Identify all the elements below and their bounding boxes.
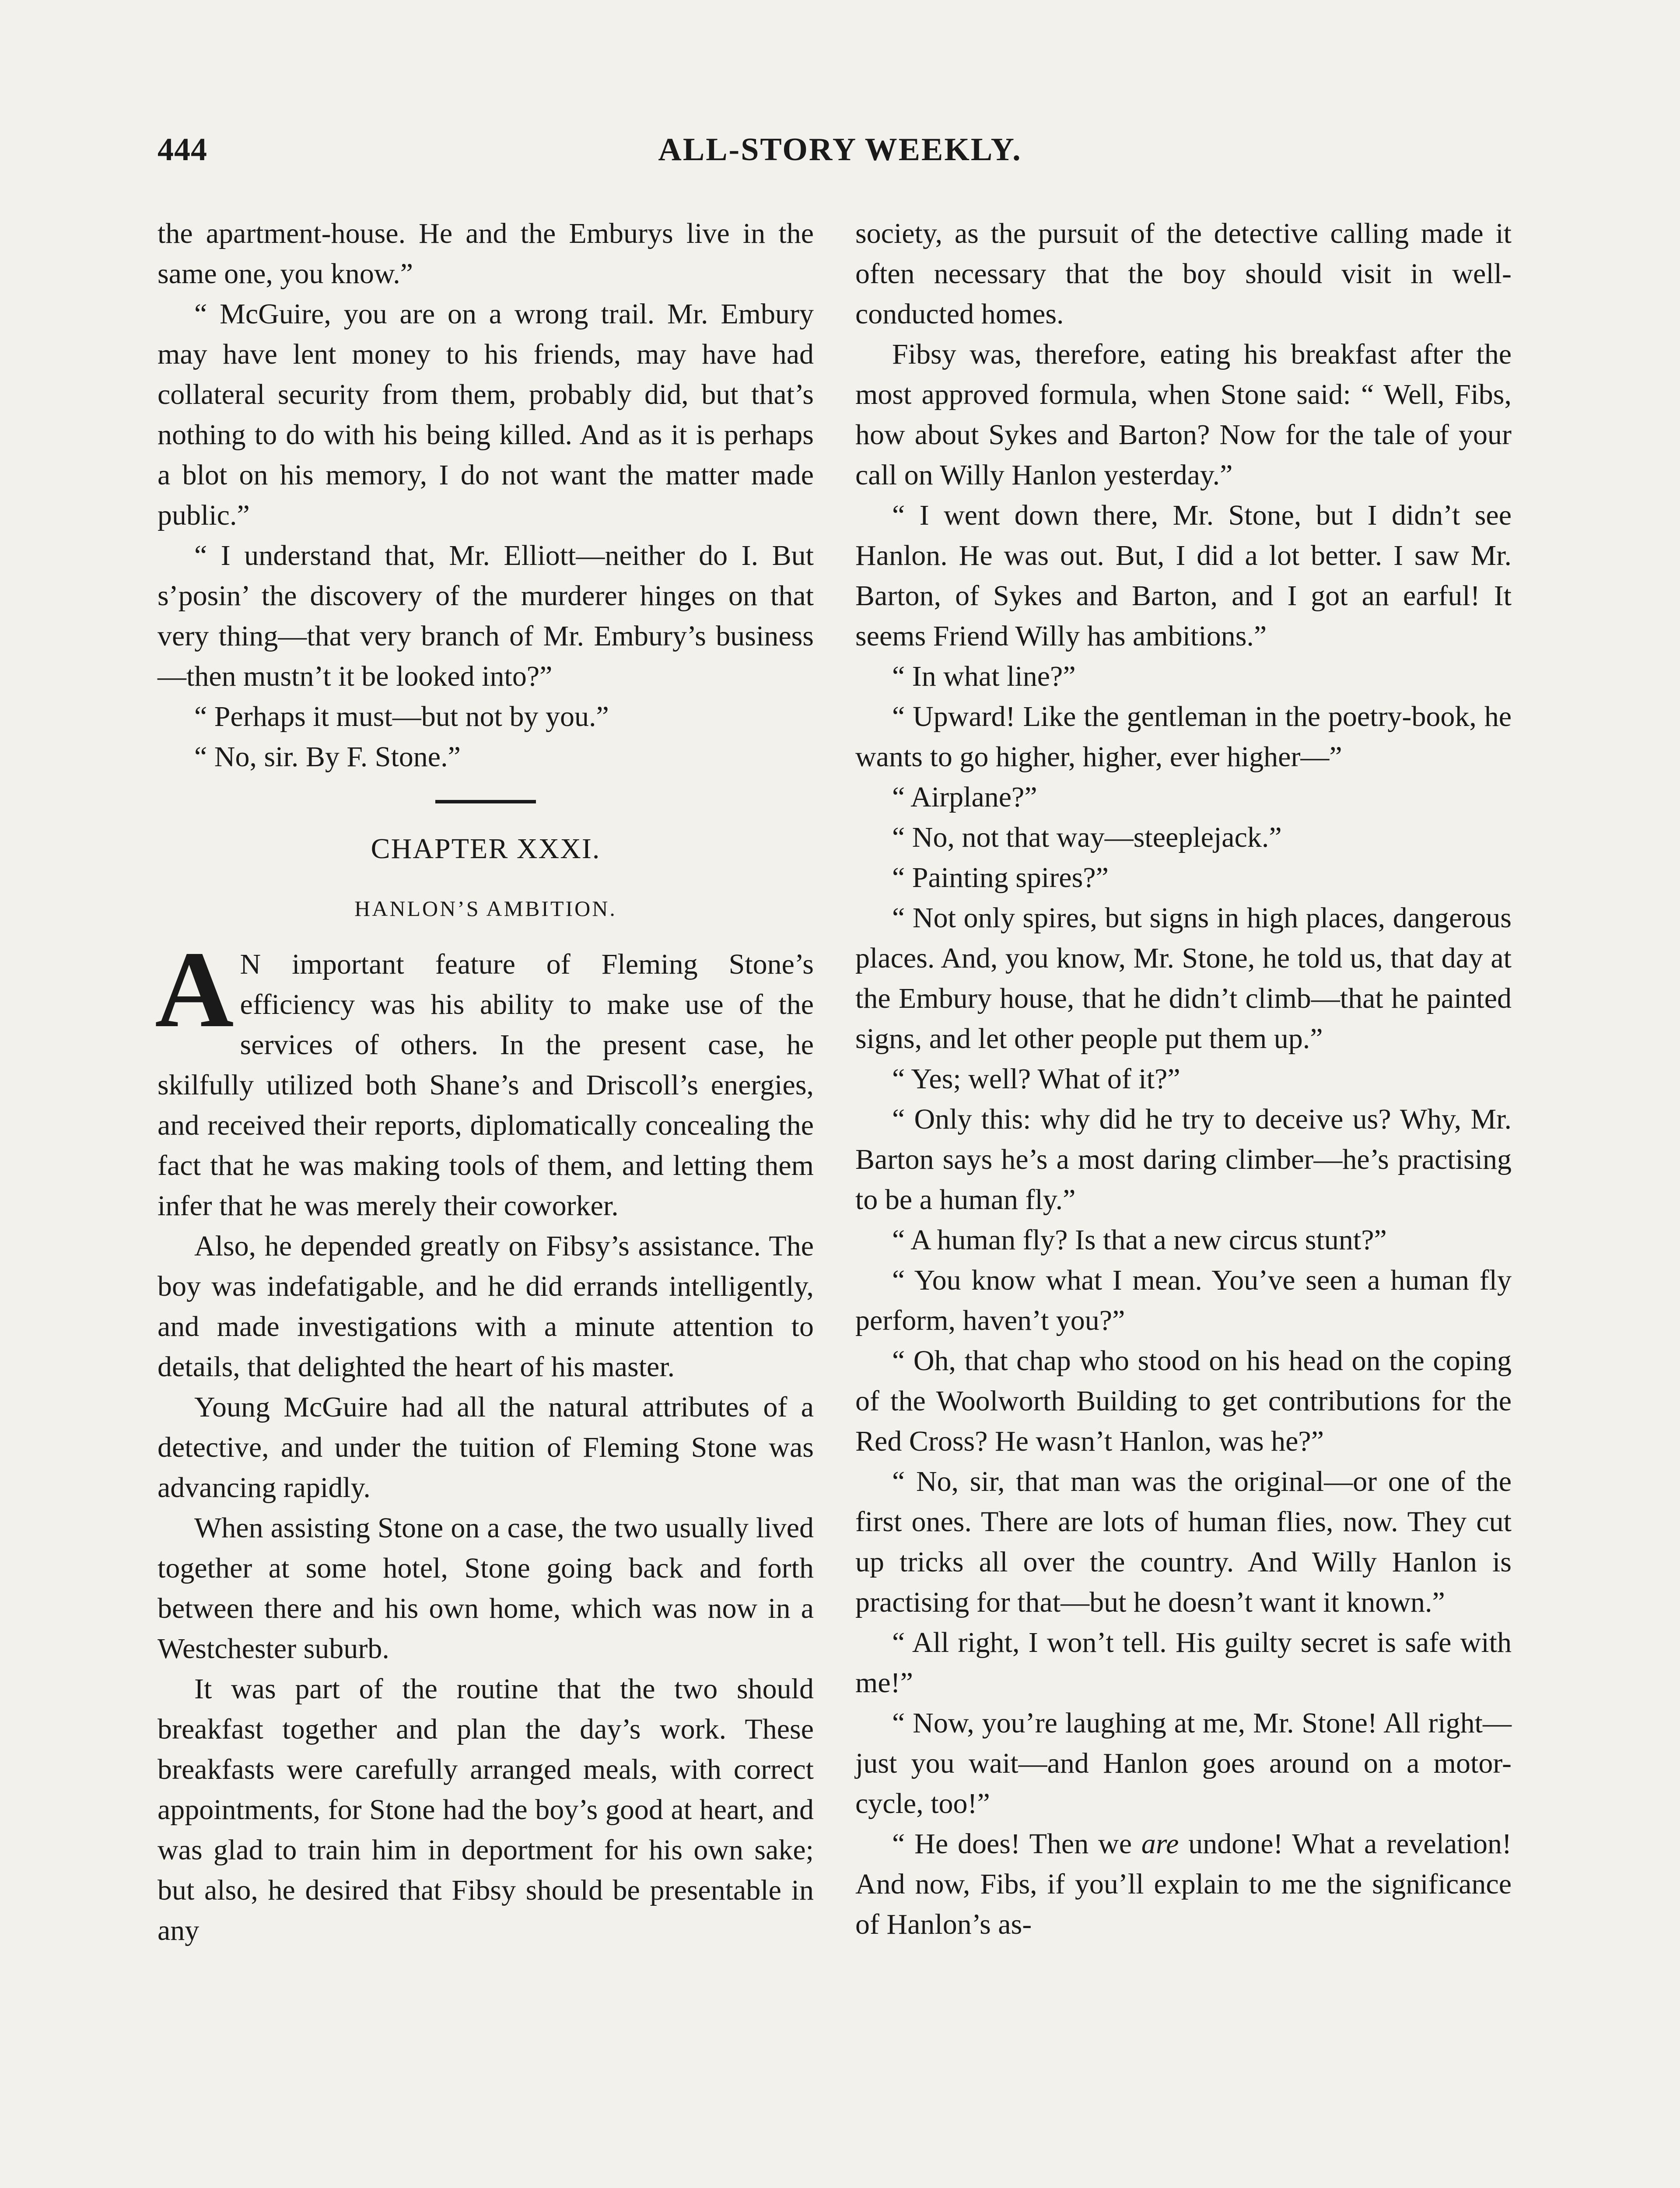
paragraph: “ Painting spires?”: [892, 862, 1109, 894]
paragraph: “ Airplane?”: [892, 781, 1037, 813]
paragraph: “ Perhaps it must—but not by you.”: [194, 701, 609, 733]
drop-cap: A: [155, 929, 234, 1050]
text-run: “ He does! Then we: [892, 1828, 1141, 1860]
paragraph: the apartment-house. He and the Emburys live in the same one, you know.”: [158, 217, 814, 290]
chapter-title: CHAPTER XXXI.: [371, 833, 601, 865]
paragraph: “ No, not that way—steeplejack.”: [892, 821, 1282, 853]
left-column: [155, 214, 814, 1951]
paragraph: “ Not only spires, but signs in high places, dangerous places. And, you know, Mr. Stone, he told us, that day at the Embury house, that he didn’t climb—that he painted signs, and let other people put them up.”: [855, 902, 1512, 1055]
paragraph: “ Only this: why did he try to deceive us? Why, Mr. Barton says he’s a most daring climber—he’s practising to be a human fly.”: [855, 1103, 1512, 1216]
chapter-opening-paragraph: [155, 929, 814, 1226]
paragraph: “ In what line?”: [892, 660, 1076, 692]
running-title: ALL-STORY WEEKLY.: [658, 132, 1022, 168]
paragraph: “ Upward! Like the gentleman in the poetry-book, he wants to go higher, higher, ever higher—”: [855, 701, 1512, 773]
paragraph: Also, he depended greatly on Fibsy’s assistance. The boy was indefatigable, and he did errands intelligently, and made investigations with a minute attention to details, that delighted the heart of his master.: [158, 1230, 814, 1383]
paragraph: When assisting Stone on a case, the two usually lived together at some hotel, Stone going back and forth between there and his own home, which was now in a Westchester suburb.: [158, 1512, 814, 1665]
paragraph: “ All right, I won’t tell. His guilty secret is safe with me!”: [855, 1627, 1512, 1699]
paragraph: “ A human fly? Is that a new circus stunt?”: [892, 1224, 1387, 1256]
paragraph: Fibsy was, therefore, eating his breakfast after the most approved formula, when Stone said: “ Well, Fibs, how about Sykes and Barton? Now for the tale of your call on Willy Hanlon yesterday.”: [855, 338, 1512, 491]
page-header: [158, 131, 1522, 193]
paragraph: “ No, sir. By F. Stone.”: [194, 741, 461, 773]
right-column: [855, 214, 1512, 1945]
section-divider: [435, 800, 536, 803]
opening-word: N: [240, 948, 261, 980]
paragraph: “ Yes; well? What of it?”: [892, 1063, 1180, 1095]
paragraph: [855, 1824, 1512, 1945]
paragraph: “ No, sir, that man was the original—or one of the first ones. There are lots of human flies, now. They cut up tricks all over the country. And Willy Hanlon is practising for that—but he doesn’t want it known.”: [855, 1466, 1512, 1618]
paragraph: “ You know what I mean. You’ve seen a human fly perform, haven’t you?”: [855, 1264, 1512, 1336]
page-number: 444: [158, 132, 207, 168]
paragraph: “ McGuire, you are on a wrong trail. Mr. Embury may have lent money to his friends, may have had collateral security from them, probably did, but that’s nothing to do with his being killed. And as it is perhaps a blot on his memory, I do not want the matter made public.”: [158, 298, 814, 531]
chapter-subtitle: HANLON’S AMBITION.: [354, 896, 617, 921]
text-run: undone! What a revelation! And now, Fibs, if you’ll explain to me the significance of Hanlon’s as-: [855, 1828, 1512, 1940]
paragraph: “ Oh, that chap who stood on his head on the coping of the Woolworth Building to get contributions for the Red Cross? He wasn’t Hanlon, was he?”: [855, 1345, 1512, 1457]
paragraph: Young McGuire had all the natural attributes of a detective, and under the tuition of Fleming Stone was advancing rapidly.: [158, 1391, 814, 1504]
paragraph: “ Now, you’re laughing at me, Mr. Stone! All right—just you wait—and Hanlon goes around on a motor-cycle, too!”: [855, 1707, 1512, 1820]
paragraph: “ I went down there, Mr. Stone, but I didn’t see Hanlon. He was out. But, I did a lot better. I saw Mr. Barton, of Sykes and Barton, and I got an earful! It seems Friend Willy has ambitions.”: [855, 499, 1512, 652]
italic-emphasis: are: [1141, 1828, 1179, 1860]
paragraph: It was part of the routine that the two should breakfast together and plan the day’s work. These breakfasts were carefully arranged meals, with correct appointments, for Stone had the boy’s good at heart, and was glad to train him in deportment for his own sake; but also, he desired that Fibsy should be presentable in any: [158, 1673, 814, 1946]
paragraph: “ I understand that, Mr. Elliott—neither do I. But s’posin’ the discovery of the murderer hinges on that very thing—that very branch of Mr. Embury’s business—then mustn’t it be looked into?”: [158, 540, 814, 692]
paragraph: society, as the pursuit of the detective calling made it often necessary that the boy should visit in well-conducted homes.: [855, 217, 1512, 330]
opening-text: important feature of Fleming Stone’s efficiency was his ability to make use of the services of others. In the present case, he skilfully utilized both Shane’s and Driscoll’s energies, and received their reports, diplomatically concealing the fact that he was making tools of them, and letting them infer that he was merely their coworker.: [158, 948, 814, 1222]
